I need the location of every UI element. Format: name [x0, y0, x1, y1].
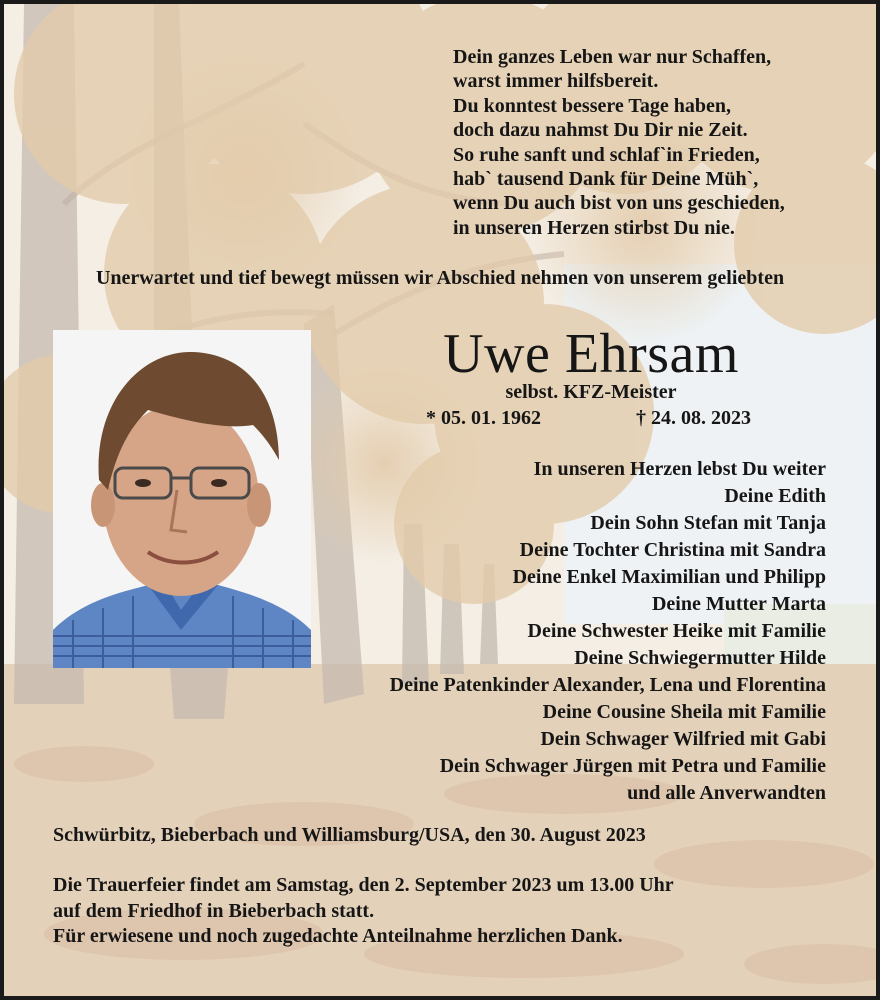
place-and-date: Schwürbitz, Bieberbach und Williamsburg/USA, den 30. August 2023 [53, 824, 646, 846]
poem-line: hab` tausend Dank für Deine Müh`, [453, 168, 759, 191]
portrait-photo [53, 330, 311, 668]
funeral-info-line: auf dem Friedhof in Bieberbach statt. [53, 899, 375, 922]
death-date: † 24. 08. 2023 [636, 407, 751, 429]
mourner-line: Deine Cousine Sheila mit Familie [542, 701, 826, 723]
mourner-line: Deine Enkel Maximilian und Philipp [512, 566, 826, 588]
mourner-line: Dein Sohn Stefan mit Tanja [590, 512, 826, 534]
poem-line: warst immer hilfsbereit. [453, 70, 659, 93]
deceased-profession: selbst. KFZ-Meister [505, 381, 677, 403]
memorial-poem [453, 45, 785, 240]
poem-line: wenn Du auch bist von uns geschieden, [453, 192, 785, 215]
funeral-info [53, 873, 674, 950]
funeral-info-line: Die Trauerfeier findet am Samstag, den 2. September 2023 um 13.00 Uhr [53, 874, 674, 896]
poem-line: So ruhe sanft und schlaf`in Frieden, [453, 143, 760, 166]
mourner-line: Dein Schwager Wilfried mit Gabi [540, 728, 826, 750]
mourner-line: Deine Mutter Marta [651, 593, 826, 615]
mourners-list [390, 456, 826, 807]
mourner-line: Deine Edith [724, 485, 826, 507]
birth-date: * 05. 01. 1962 [426, 407, 541, 429]
poem-line: Du konntest bessere Tage haben, [453, 94, 732, 117]
poem-line: doch dazu nahmst Du Dir nie Zeit. [453, 119, 748, 142]
intro-text: Unerwartet und tief bewegt müssen wir Abschied nehmen von unserem geliebten [95, 267, 785, 289]
mourner-line: Deine Schwester Heike mit Familie [527, 620, 826, 642]
mourner-line: Deine Tochter Christina mit Sandra [519, 539, 826, 561]
mourner-line: In unseren Herzen lebst Du weiter [533, 458, 826, 480]
mourner-line: Deine Schwiegermutter Hilde [574, 647, 826, 669]
funeral-info-line: Für erwiesene und noch zugedachte Anteilnahme herzlichen Dank. [53, 925, 623, 947]
mourner-line: und alle Anverwandten [627, 782, 826, 804]
poem-line: Dein ganzes Leben war nur Schaffen, [453, 46, 772, 68]
deceased-name: Uwe Ehrsam [443, 323, 739, 385]
mourner-line: Dein Schwager Jürgen mit Petra und Familie [439, 755, 826, 777]
poem-line: in unseren Herzen stirbst Du nie. [453, 216, 735, 239]
mourner-line: Deine Patenkinder Alexander, Lena und Florentina [389, 674, 826, 696]
